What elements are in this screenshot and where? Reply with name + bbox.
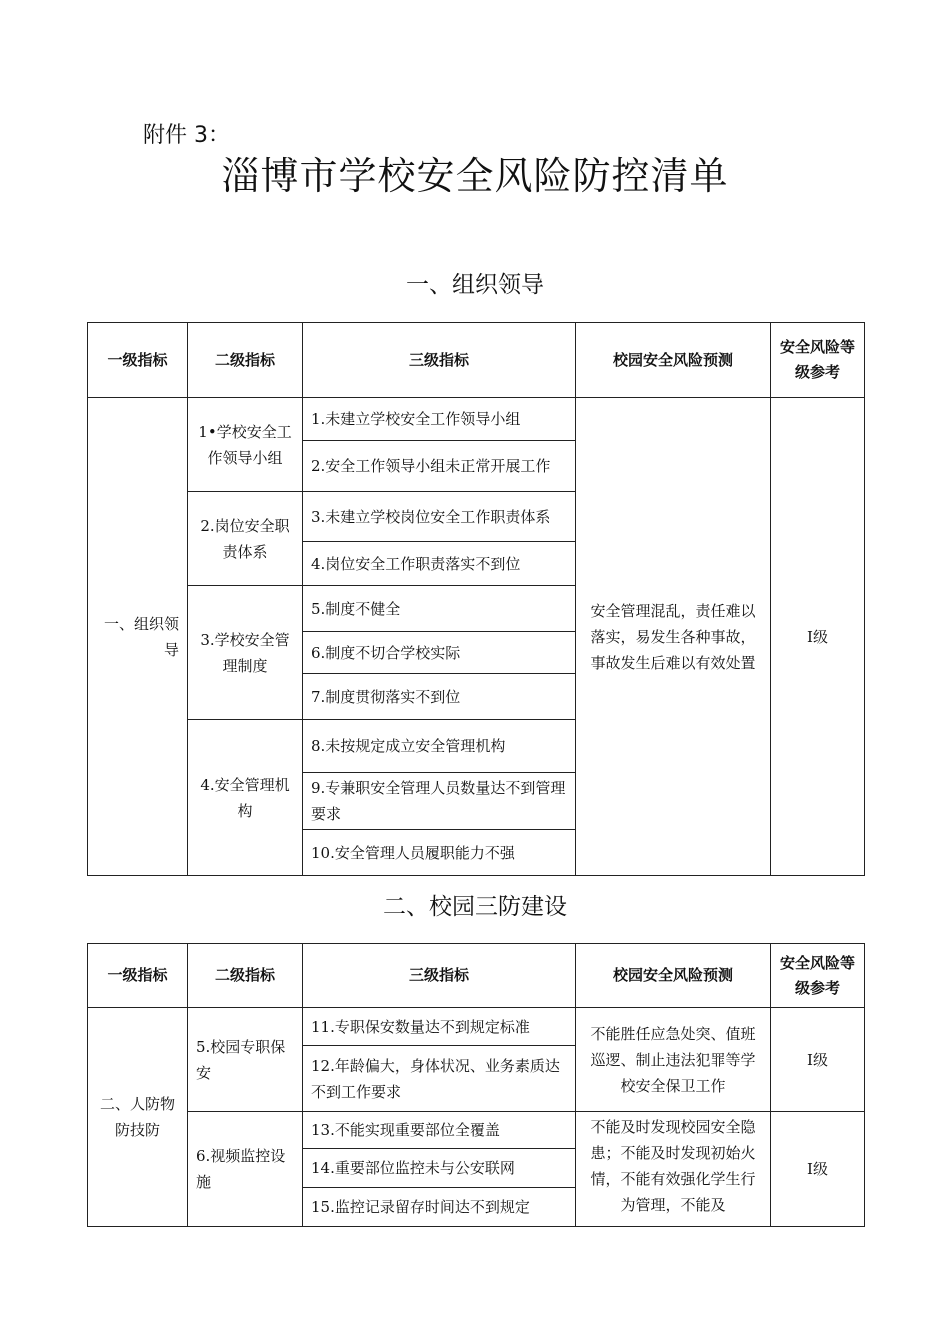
level3-cell: 3.未建立学校岗位安全工作职责体系 [303,492,576,542]
level3-cell: 12.年龄偏大，身体状况、业务素质达不到工作要求 [303,1046,576,1112]
section1-title: 一、组织领导 [406,272,544,298]
level3-cell: 5.制度不健全 [303,586,576,632]
level1-cell: 一、组织领导 [88,398,188,876]
level2-cell: 5.校园专职保安 [188,1008,303,1112]
prediction-cell: 不能及时发现校园安全隐患；不能及时发现初始火情，不能有效强化学生行为管理，不能及 [576,1112,771,1227]
header-level1: 一级指标 [88,944,188,1008]
table-row [88,1008,865,1046]
level3-cell: 14.重要部位监控未与公安联网 [303,1149,576,1188]
level3-cell: 9.专兼职安全管理人员数量达不到管理要求 [303,773,576,830]
level3-cell: 13.不能实现重要部位全覆盖 [303,1112,576,1149]
level3-cell: 1.未建立学校安全工作领导小组 [303,398,576,441]
level3-cell: 10.安全管理人员履职能力不强 [303,830,576,876]
table-row [88,1112,865,1149]
header-level2: 二级指标 [188,323,303,398]
prediction-cell: 不能胜任应急处突、值班巡逻、制止违法犯罪等学校安全保卫工作 [576,1008,771,1112]
level2-cell: 1•学校安全工作领导小组 [188,398,303,492]
header-prediction: 校园安全风险预测 [576,323,771,398]
level3-cell: 6.制度不切合学校实际 [303,632,576,674]
level3-cell: 11.专职保安数量达不到规定标准 [303,1008,576,1046]
header-level1: 一级指标 [88,323,188,398]
header-row [88,323,865,398]
level3-cell: 8.未按规定成立安全管理机构 [303,720,576,773]
header-risk-level: 安全风险等级参考 [771,323,865,398]
header-level3: 三级指标 [303,323,576,398]
header-level2: 二级指标 [188,944,303,1008]
document-title: 淄博市学校安全风险防控清单 [221,154,729,198]
level2-cell: 3.学校安全管理制度 [188,586,303,720]
risk-level-cell: I级 [771,398,865,876]
header-risk-level: 安全风险等级参考 [771,944,865,1008]
attachment-label: 附件 3： [143,123,230,148]
prediction-cell: 安全管理混乱，责任难以落实，易发生各种事故，事故发生后难以有效处置 [576,398,771,876]
level2-cell: 2.岗位安全职责体系 [188,492,303,586]
risk-level-cell: I级 [771,1008,865,1112]
section2-title: 二、校园三防建设 [383,894,567,920]
level3-cell: 7.制度贯彻落实不到位 [303,674,576,720]
level1-cell: 二、人防物防技防 [88,1008,188,1227]
header-row [88,944,865,1008]
level3-cell: 4.岗位安全工作职责落实不到位 [303,542,576,586]
level2-cell: 6.视频监控设施 [188,1112,303,1227]
section2-table [87,943,865,1227]
level3-cell: 2.安全工作领导小组未正常开展工作 [303,441,576,492]
header-level3: 三级指标 [303,944,576,1008]
risk-level-cell: I级 [771,1112,865,1227]
level2-cell: 4.安全管理机构 [188,720,303,876]
section1-table [87,322,865,876]
table-row [88,398,865,441]
level3-cell: 15.监控记录留存时间达不到规定 [303,1188,576,1227]
header-prediction: 校园安全风险预测 [576,944,771,1008]
